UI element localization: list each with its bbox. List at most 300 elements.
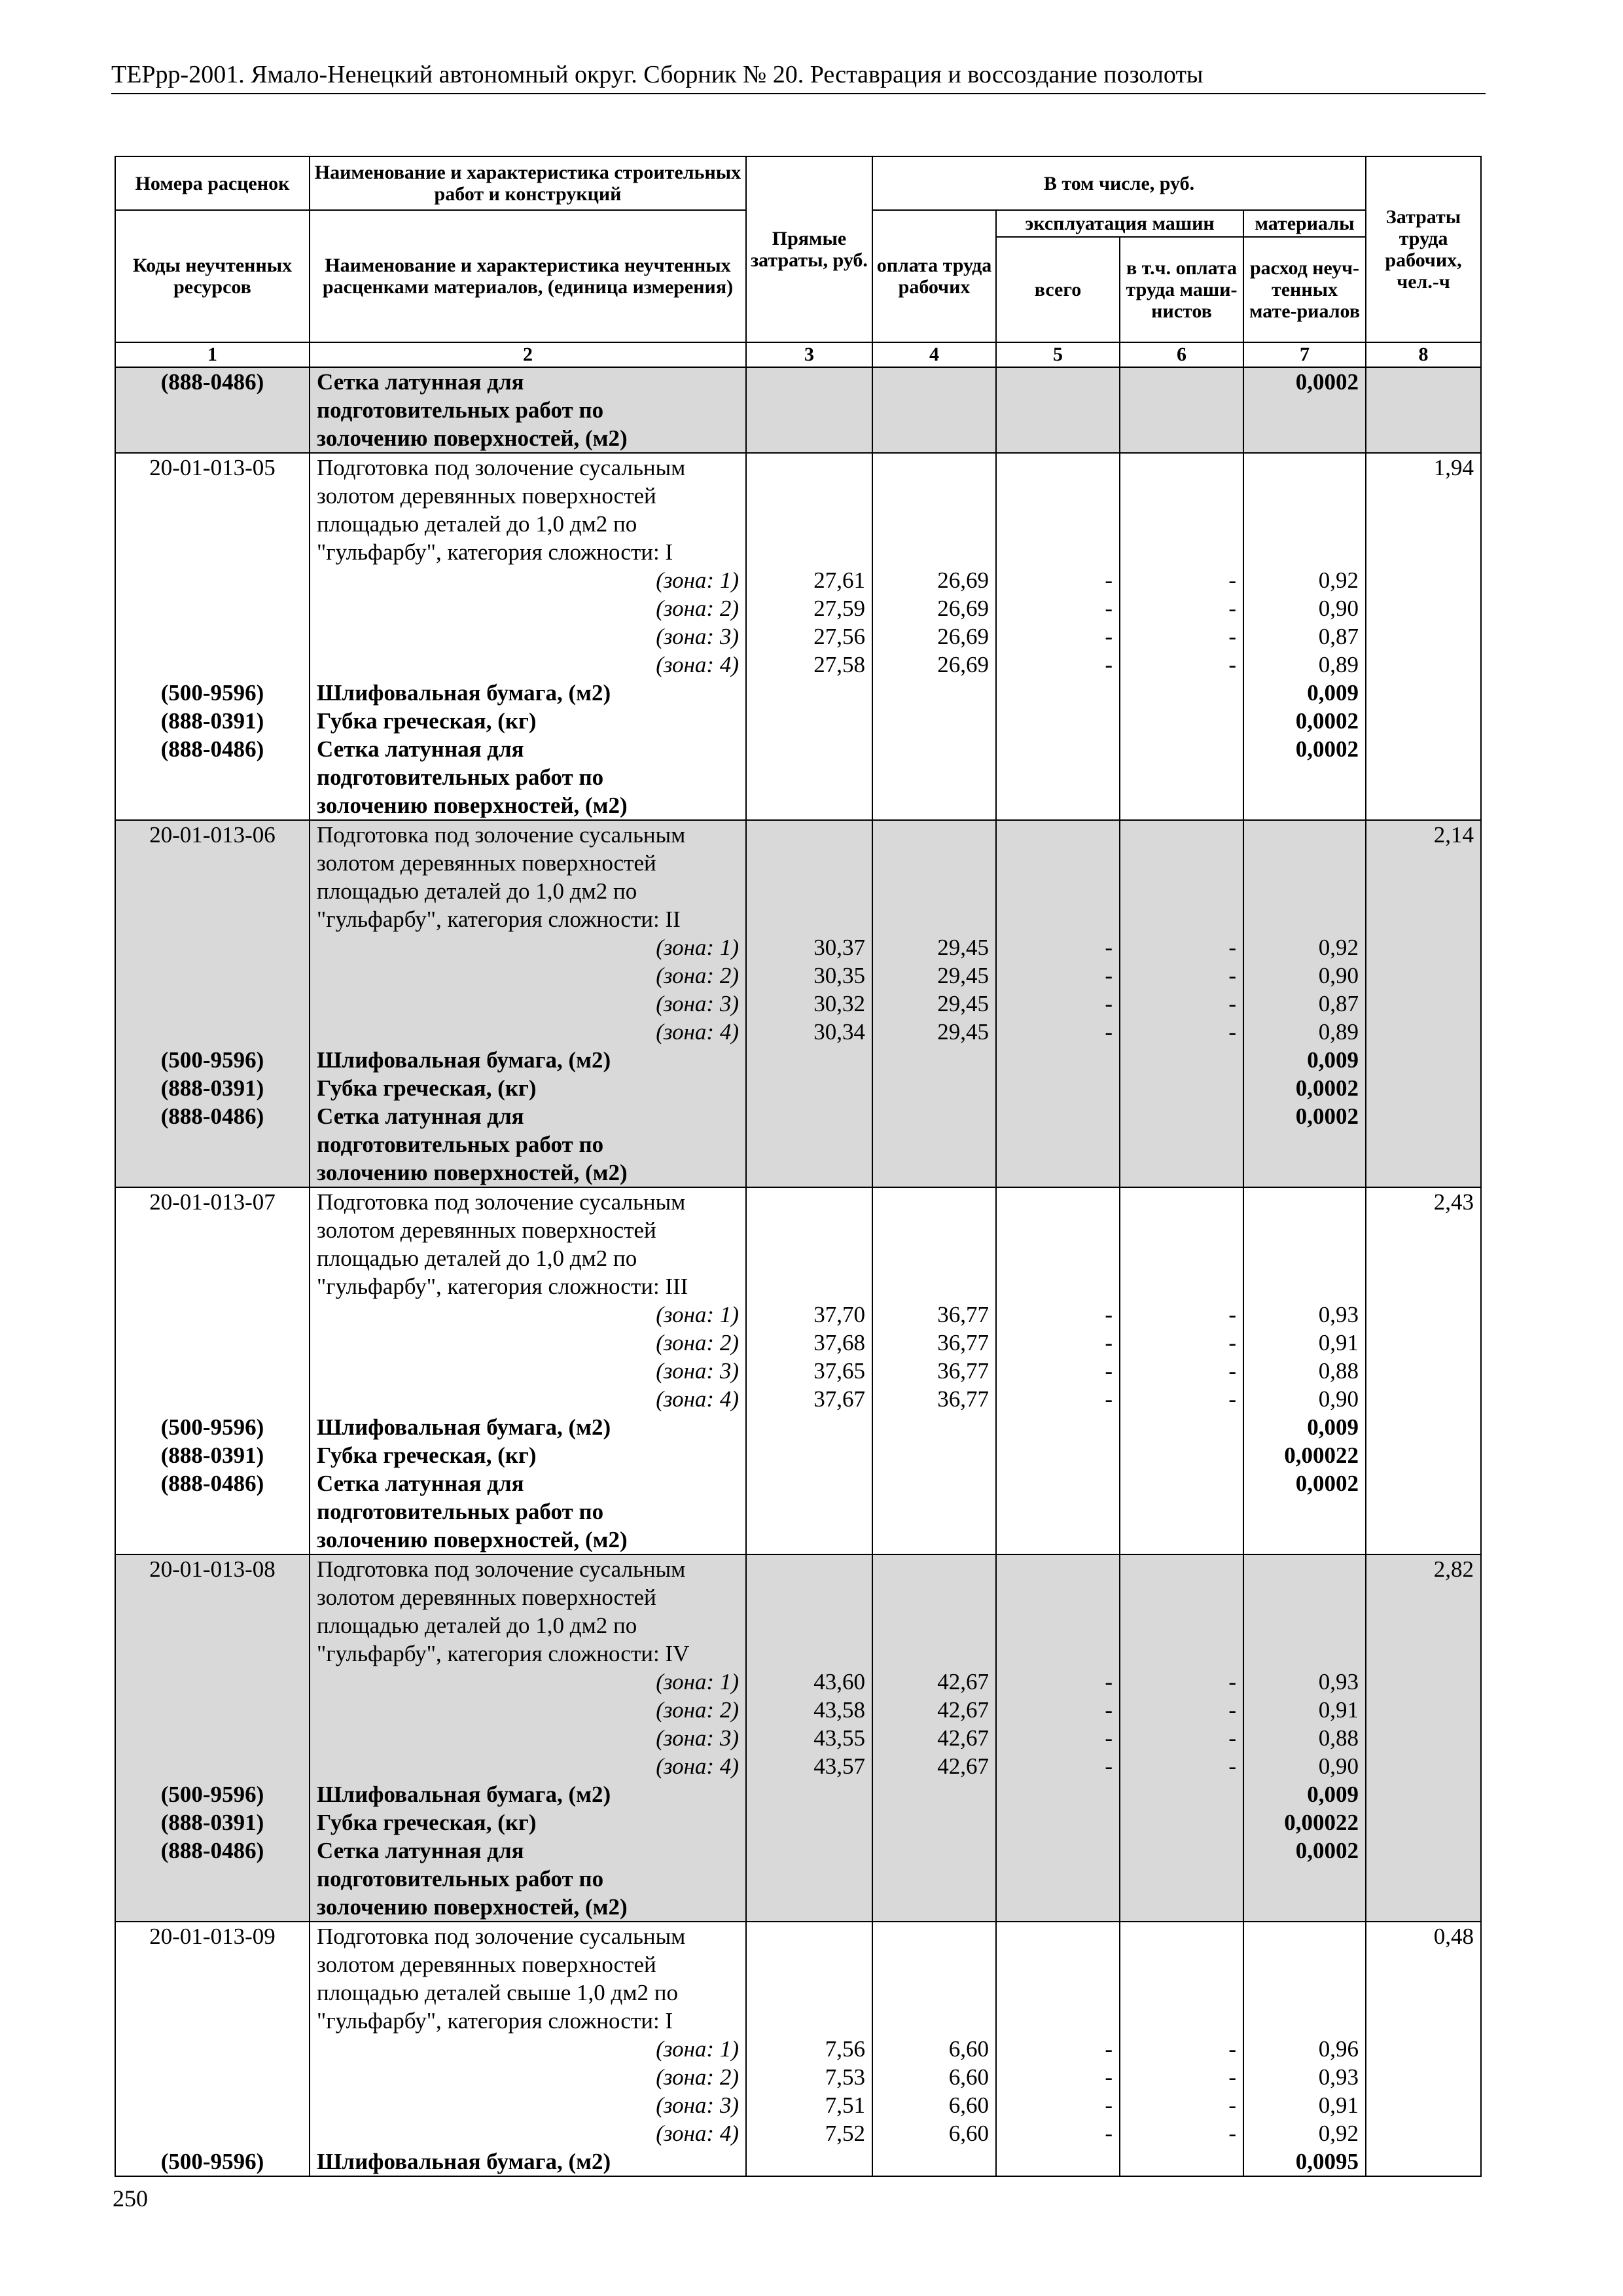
rate-code-cell bbox=[115, 1385, 310, 1413]
machine-total-cell bbox=[996, 1865, 1120, 1893]
table-row bbox=[115, 1272, 1481, 1300]
rate-code-cell: (500-9596) bbox=[115, 1413, 310, 1441]
table-row bbox=[115, 1583, 1481, 1611]
operator-pay-cell: - bbox=[1120, 1724, 1243, 1752]
operator-pay-cell bbox=[1120, 482, 1243, 510]
worker-pay-cell bbox=[872, 510, 996, 538]
direct-cost-cell: 30,37 bbox=[746, 933, 872, 961]
table-row bbox=[115, 1046, 1481, 1074]
header-machine-operation: эксплуатация машин bbox=[997, 211, 1243, 237]
direct-cost-cell: 7,53 bbox=[746, 2063, 872, 2091]
column-numbers-row bbox=[115, 342, 1481, 367]
materials-cell bbox=[1243, 1498, 1366, 1526]
labor-cell bbox=[1366, 2091, 1481, 2119]
header-rate-numbers: Номера расценок bbox=[115, 156, 310, 210]
direct-cost-cell bbox=[746, 1498, 872, 1526]
worker-pay-cell bbox=[872, 707, 996, 735]
labor-cell bbox=[1366, 849, 1481, 877]
table-row bbox=[115, 990, 1481, 1018]
rate-code-cell: 20-01-013-07 bbox=[115, 1187, 310, 1216]
materials-cell bbox=[1243, 791, 1366, 820]
machine-total-cell bbox=[996, 820, 1120, 849]
machine-total-cell bbox=[996, 367, 1120, 396]
table-row bbox=[115, 1780, 1481, 1808]
worker-pay-cell: 29,45 bbox=[872, 933, 996, 961]
operator-pay-cell bbox=[1120, 877, 1243, 905]
machine-total-cell: - bbox=[996, 1696, 1120, 1724]
description-cell: площадью деталей до 1,0 дм2 по bbox=[310, 510, 746, 538]
worker-pay-cell bbox=[872, 1865, 996, 1893]
worker-pay-cell bbox=[872, 1441, 996, 1469]
labor-cell bbox=[1366, 1357, 1481, 1385]
description-cell: золотом деревянных поверхностей bbox=[310, 1583, 746, 1611]
materials-cell: 0,009 bbox=[1243, 1046, 1366, 1074]
machine-total-cell: - bbox=[996, 1385, 1120, 1413]
direct-cost-cell: 7,56 bbox=[746, 2035, 872, 2063]
rate-code-cell bbox=[115, 1640, 310, 1668]
header-material-name: Наименование и характеристика неучтенных расценками материалов, (единица измерения) bbox=[310, 210, 746, 342]
materials-cell bbox=[1243, 1244, 1366, 1272]
machine-total-cell: - bbox=[996, 1300, 1120, 1329]
worker-pay-cell bbox=[872, 1102, 996, 1130]
worker-pay-cell: 6,60 bbox=[872, 2091, 996, 2119]
machine-total-cell bbox=[996, 1130, 1120, 1158]
rate-code-cell: (888-0486) bbox=[115, 735, 310, 763]
labor-cell bbox=[1366, 1272, 1481, 1300]
table-row bbox=[115, 1158, 1481, 1187]
operator-pay-cell: - bbox=[1120, 1300, 1243, 1329]
worker-pay-cell: 29,45 bbox=[872, 961, 996, 990]
materials-cell bbox=[1243, 510, 1366, 538]
header-unaccounted-materials: расход неуч-тенных мате-риалов bbox=[1249, 257, 1361, 322]
direct-cost-cell bbox=[746, 1469, 872, 1498]
materials-cell: 0,92 bbox=[1243, 933, 1366, 961]
rate-code-cell bbox=[115, 2007, 310, 2035]
table-row bbox=[115, 424, 1481, 453]
materials-cell: 0,0002 bbox=[1243, 735, 1366, 763]
operator-pay-cell bbox=[1120, 849, 1243, 877]
labor-cell bbox=[1366, 1498, 1481, 1526]
labor-cell bbox=[1366, 1752, 1481, 1780]
labor-cell bbox=[1366, 1074, 1481, 1102]
description-cell: Шлифовальная бумага, (м2) bbox=[310, 1046, 746, 1074]
worker-pay-cell bbox=[872, 2007, 996, 2035]
direct-cost-cell bbox=[746, 453, 872, 482]
machine-total-cell bbox=[996, 1526, 1120, 1554]
operator-pay-cell bbox=[1120, 820, 1243, 849]
rate-code-cell bbox=[115, 763, 310, 791]
rate-code-cell bbox=[115, 1668, 310, 1696]
materials-cell: 0,90 bbox=[1243, 594, 1366, 622]
materials-cell: 0,92 bbox=[1243, 2119, 1366, 2147]
operator-pay-cell: - bbox=[1120, 2035, 1243, 2063]
table-row bbox=[115, 1441, 1481, 1469]
rates-table bbox=[115, 156, 1482, 2177]
column-number: 1 bbox=[115, 342, 310, 367]
description-cell: Подготовка под золочение сусальным bbox=[310, 1922, 746, 1950]
machine-total-cell bbox=[996, 1583, 1120, 1611]
worker-pay-cell bbox=[872, 1074, 996, 1102]
machine-total-cell: - bbox=[996, 2091, 1120, 2119]
rate-code-cell bbox=[115, 1893, 310, 1922]
materials-cell bbox=[1243, 396, 1366, 424]
operator-pay-cell bbox=[1120, 791, 1243, 820]
materials-cell bbox=[1243, 1526, 1366, 1554]
table-row bbox=[115, 2035, 1481, 2063]
rate-code-cell bbox=[115, 791, 310, 820]
operator-pay-cell bbox=[1120, 1441, 1243, 1469]
machine-total-cell bbox=[996, 453, 1120, 482]
labor-cell bbox=[1366, 367, 1481, 396]
table-row bbox=[115, 1385, 1481, 1413]
operator-pay-cell bbox=[1120, 1611, 1243, 1640]
rate-code-cell bbox=[115, 1216, 310, 1244]
description-cell: Шлифовальная бумага, (м2) bbox=[310, 1413, 746, 1441]
machine-total-cell bbox=[996, 905, 1120, 933]
description-cell: (зона: 2) bbox=[310, 961, 746, 990]
materials-cell: 0,00022 bbox=[1243, 1441, 1366, 1469]
rate-code-cell: (500-9596) bbox=[115, 679, 310, 707]
rate-code-cell bbox=[115, 933, 310, 961]
worker-pay-cell bbox=[872, 1158, 996, 1187]
machine-total-cell: - bbox=[996, 1018, 1120, 1046]
labor-cell bbox=[1366, 1893, 1481, 1922]
description-cell: (зона: 4) bbox=[310, 1385, 746, 1413]
direct-cost-cell: 27,58 bbox=[746, 651, 872, 679]
materials-cell bbox=[1243, 877, 1366, 905]
rate-code-cell: (888-0391) bbox=[115, 707, 310, 735]
machine-total-cell: - bbox=[996, 1357, 1120, 1385]
materials-cell: 0,91 bbox=[1243, 2091, 1366, 2119]
materials-cell: 0,009 bbox=[1243, 1780, 1366, 1808]
table-row bbox=[115, 933, 1481, 961]
machine-total-cell: - bbox=[996, 1752, 1120, 1780]
worker-pay-cell bbox=[872, 763, 996, 791]
worker-pay-cell bbox=[872, 1187, 996, 1216]
direct-cost-cell bbox=[746, 820, 872, 849]
materials-cell bbox=[1243, 482, 1366, 510]
worker-pay-cell bbox=[872, 1244, 996, 1272]
labor-cell bbox=[1366, 1780, 1481, 1808]
operator-pay-cell: - bbox=[1120, 622, 1243, 651]
machine-total-cell bbox=[996, 2147, 1120, 2176]
table-header bbox=[115, 156, 1481, 367]
operator-pay-cell bbox=[1120, 679, 1243, 707]
description-cell: золочению поверхностей, (м2) bbox=[310, 424, 746, 453]
machine-total-cell: - bbox=[996, 651, 1120, 679]
direct-cost-cell bbox=[746, 849, 872, 877]
materials-cell bbox=[1243, 1130, 1366, 1158]
header-resource-codes: Коды неучтенных ресурсов bbox=[115, 210, 310, 342]
worker-pay-cell bbox=[872, 424, 996, 453]
rate-code-cell bbox=[115, 566, 310, 594]
header-work-name: Наименование и характеристика строительных работ и конструкций bbox=[310, 156, 746, 210]
direct-cost-cell bbox=[746, 791, 872, 820]
direct-cost-cell: 43,57 bbox=[746, 1752, 872, 1780]
labor-cell bbox=[1366, 1865, 1481, 1893]
operator-pay-cell bbox=[1120, 1469, 1243, 1498]
direct-cost-cell bbox=[746, 1187, 872, 1216]
materials-cell: 0,93 bbox=[1243, 2063, 1366, 2091]
description-cell: Шлифовальная бумага, (м2) bbox=[310, 1780, 746, 1808]
rate-code-cell bbox=[115, 2091, 310, 2119]
direct-cost-cell bbox=[746, 396, 872, 424]
machine-total-cell: - bbox=[996, 622, 1120, 651]
rate-code-cell bbox=[115, 1950, 310, 1979]
labor-cell bbox=[1366, 482, 1481, 510]
operator-pay-cell bbox=[1120, 1187, 1243, 1216]
materials-cell bbox=[1243, 424, 1366, 453]
materials-cell: 0,89 bbox=[1243, 1018, 1366, 1046]
table-row bbox=[115, 1329, 1481, 1357]
materials-cell bbox=[1243, 1272, 1366, 1300]
column-number: 2 bbox=[310, 342, 746, 367]
worker-pay-cell bbox=[872, 1837, 996, 1865]
description-cell: подготовительных работ по bbox=[310, 1865, 746, 1893]
machine-total-cell bbox=[996, 1102, 1120, 1130]
labor-cell bbox=[1366, 566, 1481, 594]
direct-cost-cell: 43,60 bbox=[746, 1668, 872, 1696]
materials-cell: 0,88 bbox=[1243, 1357, 1366, 1385]
operator-pay-cell bbox=[1120, 1922, 1243, 1950]
operator-pay-cell: - bbox=[1120, 961, 1243, 990]
rate-code-cell bbox=[115, 1244, 310, 1272]
materials-cell bbox=[1243, 905, 1366, 933]
labor-cell bbox=[1366, 2119, 1481, 2147]
worker-pay-cell bbox=[872, 1526, 996, 1554]
description-cell: (зона: 1) bbox=[310, 2035, 746, 2063]
worker-pay-cell bbox=[872, 735, 996, 763]
worker-pay-cell bbox=[872, 791, 996, 820]
table-row bbox=[115, 453, 1481, 482]
table-row bbox=[115, 1357, 1481, 1385]
direct-cost-cell bbox=[746, 679, 872, 707]
rate-code-cell bbox=[115, 1498, 310, 1526]
worker-pay-cell: 26,69 bbox=[872, 622, 996, 651]
operator-pay-cell bbox=[1120, 1130, 1243, 1158]
table-row bbox=[115, 707, 1481, 735]
materials-cell: 0,87 bbox=[1243, 622, 1366, 651]
materials-cell: 0,93 bbox=[1243, 1668, 1366, 1696]
rate-code-cell bbox=[115, 1724, 310, 1752]
worker-pay-cell: 26,69 bbox=[872, 566, 996, 594]
labor-cell bbox=[1366, 538, 1481, 566]
labor-cell bbox=[1366, 1441, 1481, 1469]
materials-cell bbox=[1243, 1611, 1366, 1640]
labor-cell bbox=[1366, 594, 1481, 622]
labor-cell bbox=[1366, 2035, 1481, 2063]
worker-pay-cell bbox=[872, 1272, 996, 1300]
worker-pay-cell bbox=[872, 2147, 996, 2176]
rate-code-cell bbox=[115, 1865, 310, 1893]
operator-pay-cell bbox=[1120, 1074, 1243, 1102]
table-row bbox=[115, 538, 1481, 566]
materials-cell: 0,0002 bbox=[1243, 367, 1366, 396]
machine-total-cell: - bbox=[996, 2035, 1120, 2063]
description-cell: (зона: 4) bbox=[310, 2119, 746, 2147]
materials-cell bbox=[1243, 1865, 1366, 1893]
materials-cell: 0,91 bbox=[1243, 1696, 1366, 1724]
rate-code-cell bbox=[115, 594, 310, 622]
operator-pay-cell bbox=[1120, 1046, 1243, 1074]
machine-total-cell: - bbox=[996, 2119, 1120, 2147]
labor-cell bbox=[1366, 933, 1481, 961]
operator-pay-cell bbox=[1120, 707, 1243, 735]
machine-total-cell bbox=[996, 1893, 1120, 1922]
worker-pay-cell bbox=[872, 453, 996, 482]
direct-cost-cell bbox=[746, 1893, 872, 1922]
labor-cell bbox=[1366, 2063, 1481, 2091]
description-cell: "гульфарбу", категория сложности: IV bbox=[310, 1640, 746, 1668]
worker-pay-cell: 36,77 bbox=[872, 1329, 996, 1357]
materials-cell bbox=[1243, 1158, 1366, 1187]
materials-cell: 0,89 bbox=[1243, 651, 1366, 679]
machine-total-cell bbox=[996, 482, 1120, 510]
page-header-title: ТЕРрр-2001. Ямало-Ненецкий автономный округ. Сборник № 20. Реставрация и воссоздание позолоты bbox=[111, 61, 1204, 88]
operator-pay-cell: - bbox=[1120, 933, 1243, 961]
table-row bbox=[115, 679, 1481, 707]
labor-cell bbox=[1366, 1526, 1481, 1554]
description-cell: (зона: 2) bbox=[310, 2063, 746, 2091]
worker-pay-cell bbox=[872, 679, 996, 707]
operator-pay-cell: - bbox=[1120, 1018, 1243, 1046]
operator-pay-cell bbox=[1120, 538, 1243, 566]
table-row bbox=[115, 1187, 1481, 1216]
rate-code-cell: 20-01-013-06 bbox=[115, 820, 310, 849]
worker-pay-cell bbox=[872, 1413, 996, 1441]
operator-pay-cell: - bbox=[1120, 2119, 1243, 2147]
table-row bbox=[115, 1244, 1481, 1272]
worker-pay-cell: 29,45 bbox=[872, 1018, 996, 1046]
machine-total-cell: - bbox=[996, 566, 1120, 594]
description-cell: (зона: 3) bbox=[310, 1357, 746, 1385]
direct-cost-cell bbox=[746, 1130, 872, 1158]
labor-cell bbox=[1366, 396, 1481, 424]
operator-pay-cell bbox=[1120, 1950, 1243, 1979]
labor-cell bbox=[1366, 1102, 1481, 1130]
machine-total-cell bbox=[996, 1808, 1120, 1837]
materials-cell: 0,92 bbox=[1243, 566, 1366, 594]
labor-cell bbox=[1366, 905, 1481, 933]
labor-cell bbox=[1366, 1329, 1481, 1357]
table-row bbox=[115, 1300, 1481, 1329]
operator-pay-cell: - bbox=[1120, 1696, 1243, 1724]
table-row bbox=[115, 2119, 1481, 2147]
machine-total-cell bbox=[996, 1611, 1120, 1640]
direct-cost-cell bbox=[746, 424, 872, 453]
description-cell: (зона: 1) bbox=[310, 1300, 746, 1329]
direct-cost-cell bbox=[746, 1046, 872, 1074]
description-cell: Губка греческая, (кг) bbox=[310, 707, 746, 735]
worker-pay-cell bbox=[872, 367, 996, 396]
worker-pay-cell bbox=[872, 1640, 996, 1668]
machine-total-cell bbox=[996, 510, 1120, 538]
rate-code-cell bbox=[115, 1752, 310, 1780]
materials-cell: 0,90 bbox=[1243, 1385, 1366, 1413]
rate-code-cell bbox=[115, 424, 310, 453]
materials-cell bbox=[1243, 1893, 1366, 1922]
description-cell: (зона: 4) bbox=[310, 1018, 746, 1046]
operator-pay-cell bbox=[1120, 424, 1243, 453]
labor-cell bbox=[1366, 877, 1481, 905]
labor-cell: 2,14 bbox=[1366, 820, 1481, 849]
operator-pay-cell: - bbox=[1120, 1385, 1243, 1413]
labor-cell bbox=[1366, 424, 1481, 453]
materials-cell: 0,0002 bbox=[1243, 1074, 1366, 1102]
operator-pay-cell: - bbox=[1120, 1668, 1243, 1696]
machine-total-cell bbox=[996, 1074, 1120, 1102]
direct-cost-cell bbox=[746, 1102, 872, 1130]
description-cell: золочению поверхностей, (м2) bbox=[310, 1893, 746, 1922]
table-row bbox=[115, 1865, 1481, 1893]
header-rule bbox=[111, 93, 1486, 94]
description-cell: золотом деревянных поверхностей bbox=[310, 482, 746, 510]
rate-code-cell bbox=[115, 1300, 310, 1329]
direct-cost-cell: 43,55 bbox=[746, 1724, 872, 1752]
direct-cost-cell bbox=[746, 1244, 872, 1272]
labor-cell bbox=[1366, 1583, 1481, 1611]
direct-cost-cell bbox=[746, 1272, 872, 1300]
machine-total-cell bbox=[996, 1158, 1120, 1187]
materials-cell: 0,0002 bbox=[1243, 1469, 1366, 1498]
worker-pay-cell: 36,77 bbox=[872, 1300, 996, 1329]
worker-pay-cell: 42,67 bbox=[872, 1752, 996, 1780]
description-cell: золотом деревянных поверхностей bbox=[310, 1950, 746, 1979]
table-row bbox=[115, 2007, 1481, 2035]
labor-cell bbox=[1366, 1300, 1481, 1329]
machine-total-cell bbox=[996, 1441, 1120, 1469]
materials-cell bbox=[1243, 1640, 1366, 1668]
rate-code-cell: 20-01-013-09 bbox=[115, 1922, 310, 1950]
direct-cost-cell bbox=[746, 1808, 872, 1837]
worker-pay-cell bbox=[872, 820, 996, 849]
description-cell: подготовительных работ по bbox=[310, 1130, 746, 1158]
worker-pay-cell bbox=[872, 482, 996, 510]
description-cell: (зона: 4) bbox=[310, 651, 746, 679]
table-row bbox=[115, 1752, 1481, 1780]
table-row bbox=[115, 1696, 1481, 1724]
machine-total-cell bbox=[996, 877, 1120, 905]
materials-cell bbox=[1243, 1950, 1366, 1979]
direct-cost-cell: 30,34 bbox=[746, 1018, 872, 1046]
header-worker-pay: оплата труда рабочих bbox=[872, 210, 996, 342]
machine-total-cell: - bbox=[996, 990, 1120, 1018]
description-cell: (зона: 3) bbox=[310, 990, 746, 1018]
rate-code-cell bbox=[115, 482, 310, 510]
machine-total-cell bbox=[996, 1780, 1120, 1808]
worker-pay-cell: 6,60 bbox=[872, 2119, 996, 2147]
labor-cell bbox=[1366, 735, 1481, 763]
operator-pay-cell: - bbox=[1120, 1329, 1243, 1357]
machine-total-cell bbox=[996, 849, 1120, 877]
labor-cell: 2,43 bbox=[1366, 1187, 1481, 1216]
machine-total-cell bbox=[996, 763, 1120, 791]
worker-pay-cell: 36,77 bbox=[872, 1385, 996, 1413]
labor-cell bbox=[1366, 679, 1481, 707]
labor-cell bbox=[1366, 2007, 1481, 2035]
table-row bbox=[115, 2063, 1481, 2091]
rate-code-cell bbox=[115, 1329, 310, 1357]
machine-total-cell bbox=[996, 1498, 1120, 1526]
rate-code-cell bbox=[115, 1526, 310, 1554]
materials-cell bbox=[1243, 763, 1366, 791]
machine-total-cell bbox=[996, 1979, 1120, 2007]
machine-total-cell bbox=[996, 2007, 1120, 2035]
direct-cost-cell bbox=[746, 905, 872, 933]
materials-cell bbox=[1243, 538, 1366, 566]
machine-total-cell bbox=[996, 1922, 1120, 1950]
worker-pay-cell bbox=[872, 877, 996, 905]
